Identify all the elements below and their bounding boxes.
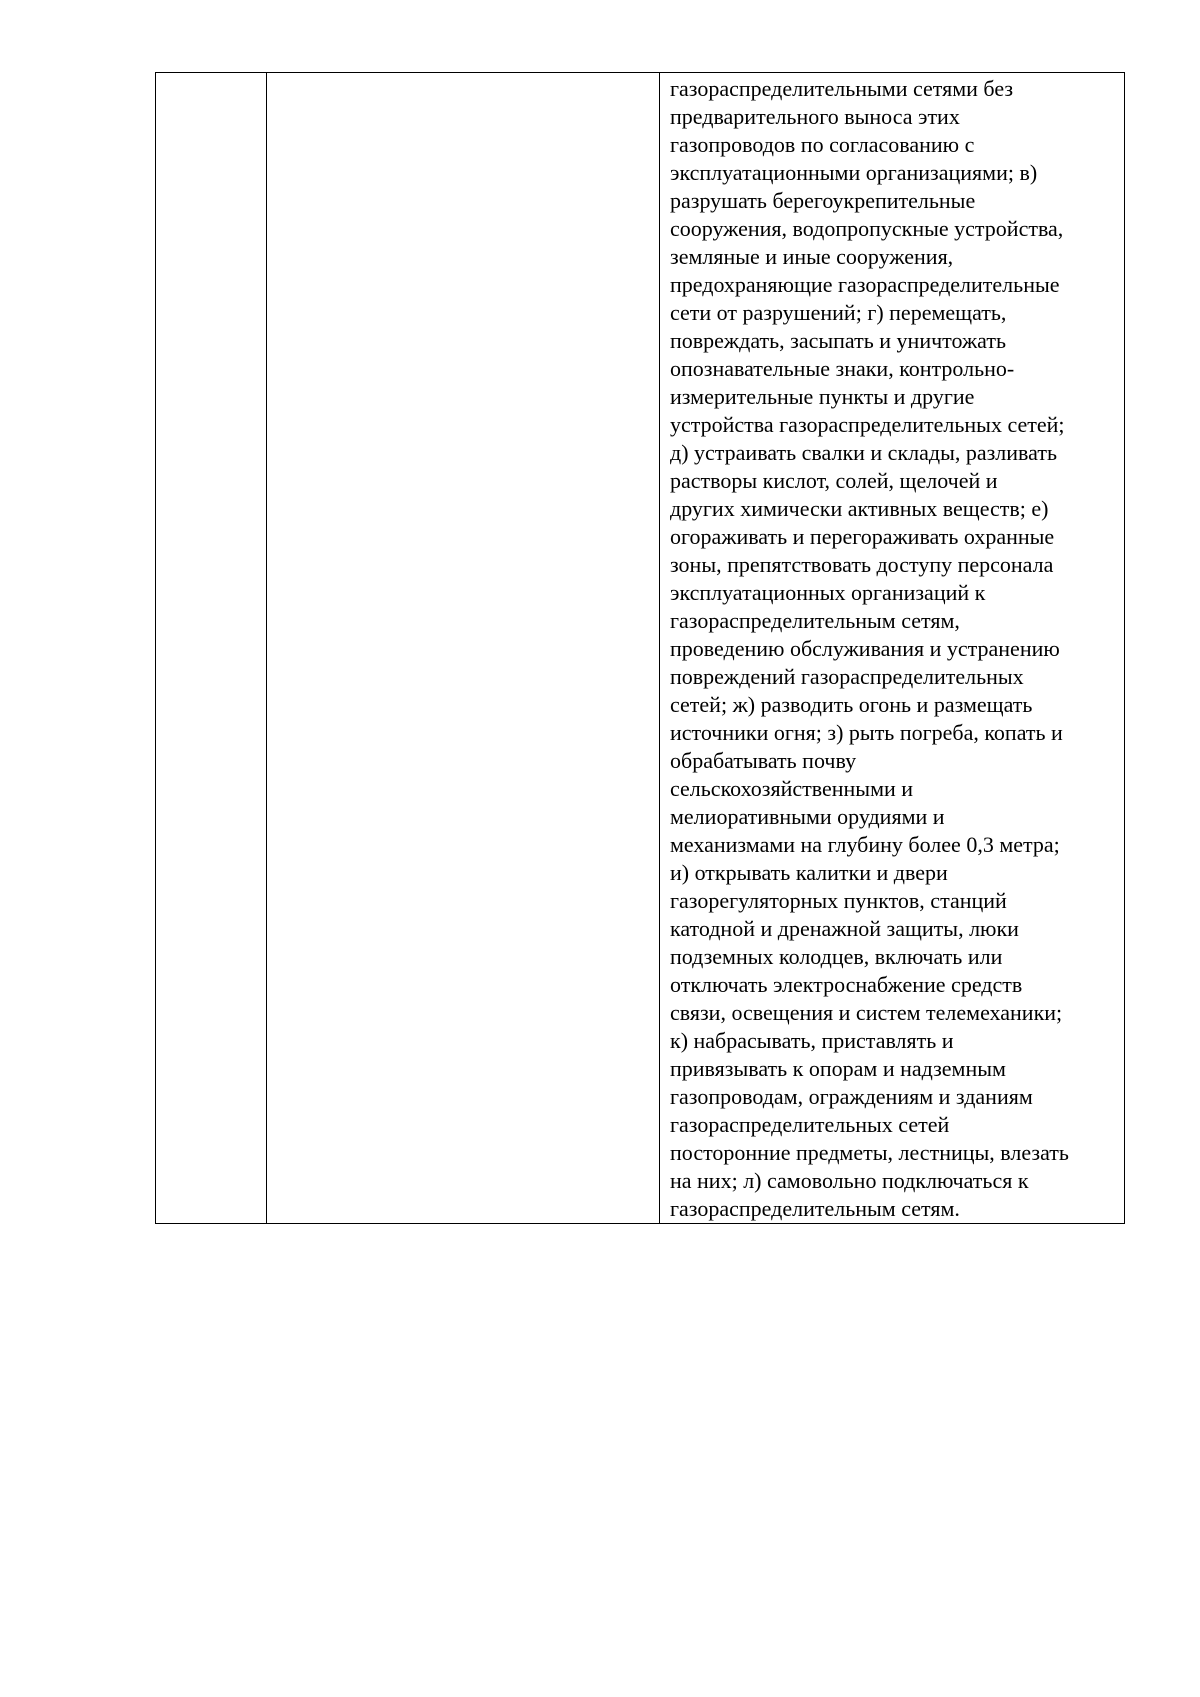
description-line: сетей; ж) разводить огонь и размещать <box>670 692 1033 717</box>
description-line: газораспределительным сетям, <box>670 608 960 633</box>
description-line: растворы кислот, солей, щелочей и <box>670 468 998 493</box>
description-line: других химически активных веществ; е) <box>670 496 1049 521</box>
description-line: предварительного выноса этих <box>670 104 960 129</box>
table-cell-number <box>156 73 267 1224</box>
table-cell-description <box>660 73 1125 1224</box>
description-line: связи, освещения и систем телемеханики; <box>670 1000 1063 1025</box>
description-line: на них; л) самовольно подключаться к <box>670 1168 1029 1193</box>
description-line: привязывать к опорам и надземным <box>670 1056 1006 1081</box>
description-line: д) устраивать свалки и склады, разливать <box>670 440 1057 465</box>
description-line: посторонние предметы, лестницы, влезать <box>670 1140 1069 1165</box>
description-line: газораспределительных сетей <box>670 1112 950 1137</box>
description-line: повреждать, засыпать и уничтожать <box>670 328 1006 353</box>
description-line: мелиоративными орудиями и <box>670 804 945 829</box>
description-line: эксплуатационными организациями; в) <box>670 160 1038 185</box>
description-line: земляные и иные сооружения, <box>670 244 954 269</box>
description-text <box>660 73 1124 1223</box>
description-line: зоны, препятствовать доступу персонала <box>670 552 1054 577</box>
table-cell-title <box>267 73 660 1224</box>
description-line: обрабатывать почву <box>670 748 857 773</box>
description-line: механизмами на глубину более 0,3 метра; <box>670 832 1060 857</box>
description-line: источники огня; з) рыть погреба, копать и <box>670 720 1063 745</box>
description-line: предохраняющие газораспределительные <box>670 272 1060 297</box>
description-line: сооружения, водопропускные устройства, <box>670 216 1064 241</box>
description-line: газораспределительным сетям. <box>670 1196 960 1221</box>
description-line: сети от разрушений; г) перемещать, <box>670 300 1007 325</box>
description-line: сельскохозяйственными и <box>670 776 914 801</box>
description-line: катодной и дренажной защиты, люки <box>670 916 1019 941</box>
description-line: и) открывать калитки и двери <box>670 860 948 885</box>
description-line: газопроводов по согласованию с <box>670 132 975 157</box>
description-line: разрушать берегоукрепительные <box>670 188 976 213</box>
description-line: отключать электроснабжение средств <box>670 972 1023 997</box>
description-line: газопроводам, ограждениям и зданиям <box>670 1084 1033 1109</box>
description-line: эксплуатационных организаций к <box>670 580 986 605</box>
table-row <box>156 73 1125 1224</box>
document-table <box>155 72 1125 1224</box>
description-line: опознавательные знаки, контрольно- <box>670 356 1015 381</box>
description-line: к) набрасывать, приставлять и <box>670 1028 954 1053</box>
description-line: повреждений газораспределительных <box>670 664 1024 689</box>
description-line: огораживать и перегораживать охранные <box>670 524 1055 549</box>
description-line: подземных колодцев, включать или <box>670 944 1003 969</box>
description-line: устройства газораспределительных сетей; <box>670 412 1065 437</box>
description-line: измерительные пункты и другие <box>670 384 975 409</box>
description-line: газорегуляторных пунктов, станций <box>670 888 1007 913</box>
description-line: газораспределительными сетями без <box>670 76 1014 101</box>
description-line: проведению обслуживания и устранению <box>670 636 1060 661</box>
